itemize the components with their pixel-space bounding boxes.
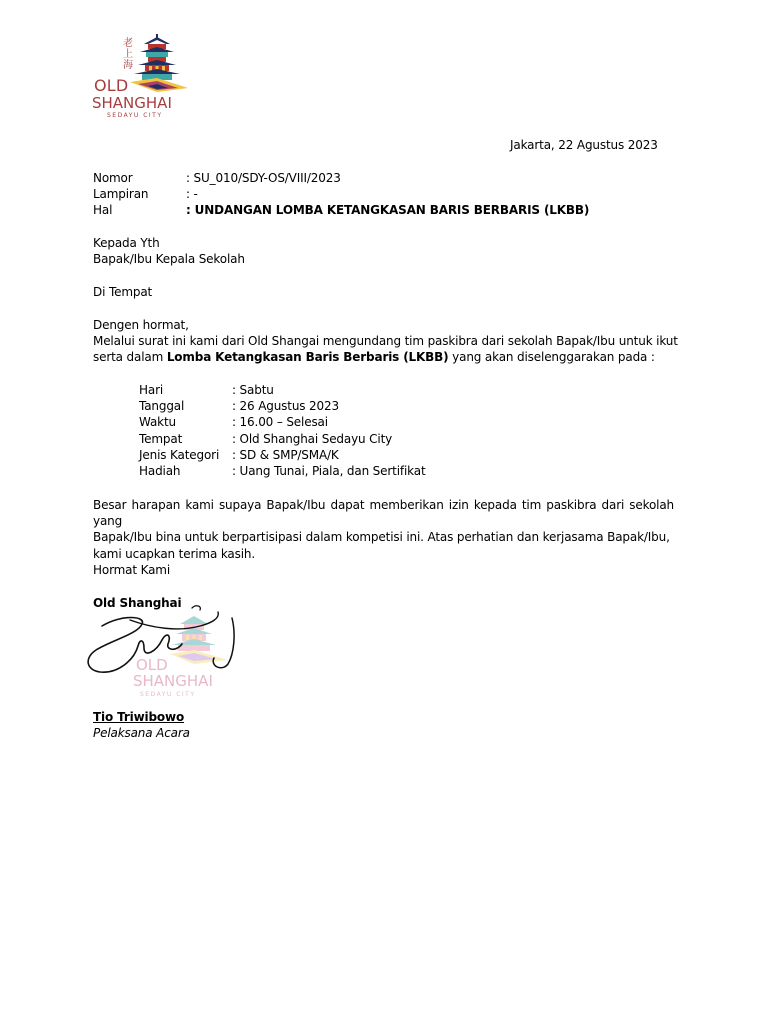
sign-off: Hormat Kami	[93, 563, 171, 577]
meta-value-hal: : UNDANGAN LOMBA KETANGKASAN BARIS BERBARIS (LKBB)	[186, 203, 590, 217]
detail-label-hari: Hari	[139, 383, 164, 397]
recipient-line-1: Kepada Yth	[93, 236, 160, 250]
meta-value-nomor: : SU_010/SDY-OS/VIII/2023	[186, 171, 341, 185]
intro-line-1: Melalui surat ini kami dari Old Shangai mengundang tim paskibra dari sekolah Bapak/Ibu untuk ikut	[93, 334, 678, 348]
chinese-char-3: 海	[123, 60, 133, 71]
detail-label-tempat: Tempat	[139, 432, 183, 446]
intro-event-name: Lomba Ketangkasan Baris Berbaris (LKBB)	[166, 350, 449, 364]
closing-line-1: Besar harapan kami supaya Bapak/Ibu dapat memberikan izin kepada tim paskibra dari sekolah yang	[93, 498, 674, 529]
place-date: Jakarta, 22 Agustus 2023	[510, 138, 658, 152]
detail-value-waktu: : 16.00 – Selesai	[232, 415, 328, 429]
logo-brand-line2: SHANGHAI	[92, 94, 172, 112]
detail-value-tanggal: : 26 Agustus 2023	[232, 399, 339, 413]
detail-label-hadiah: Hadiah	[139, 464, 181, 478]
meta-label-nomor: Nomor	[93, 171, 133, 185]
detail-value-hari: : Sabtu	[232, 383, 274, 397]
company-name: Old Shanghai	[93, 596, 182, 610]
detail-value-tempat: : Old Shanghai Sedayu City	[232, 432, 393, 446]
meta-label-lampiran: Lampiran	[93, 187, 149, 201]
closing-line-2: Bapak/Ibu bina untuk berpartisipasi dalam kompetisi ini. Atas perhatian dan kerjasama Bapak/Ibu,	[93, 530, 670, 545]
signer-name: Tio Triwibowo	[93, 710, 185, 724]
detail-value-kategori: : SD & SMP/SMA/K	[232, 448, 339, 462]
stamp-line3: SEDAYU CITY	[140, 691, 196, 698]
closing-paragraph	[93, 497, 674, 562]
stamp-line1: OLD	[136, 656, 168, 674]
meta-label-hal: Hal	[93, 203, 113, 217]
detail-label-tanggal: Tanggal	[139, 399, 185, 413]
intro-line-2	[93, 349, 655, 365]
signature-stamp	[82, 604, 242, 700]
closing-line-3: kami ucapkan terima kasih.	[93, 546, 256, 561]
chinese-char-2: 上	[123, 49, 133, 60]
logo-tagline: SEDAYU CITY	[107, 112, 163, 119]
signature-stroke-2	[130, 612, 218, 629]
signature-graphic	[82, 604, 242, 700]
signer-title: Pelaksana Acara	[93, 726, 190, 740]
old-shanghai-logo	[90, 32, 194, 124]
recipient-line-2: Bapak/Ibu Kepala Sekolah	[93, 252, 245, 266]
chinese-char-1: 老	[123, 38, 133, 49]
detail-label-kategori: Jenis Kategori	[139, 448, 220, 462]
intro-line-2-suffix: yang akan diselenggarakan pada :	[448, 350, 655, 364]
logo-brand-line1: OLD	[94, 76, 129, 95]
detail-label-waktu: Waktu	[139, 415, 176, 429]
detail-value-hadiah: : Uang Tunai, Piala, dan Sertifikat	[232, 464, 426, 478]
greeting: Dengen hormat,	[93, 318, 189, 332]
intro-line-2-prefix: serta dalam	[93, 350, 167, 364]
meta-value-lampiran: : -	[186, 187, 198, 201]
stamp-line2: SHANGHAI	[133, 672, 213, 690]
stamp-pagoda-icon	[170, 616, 228, 664]
signature-stroke-4	[192, 606, 200, 610]
recipient-location: Di Tempat	[93, 285, 153, 299]
